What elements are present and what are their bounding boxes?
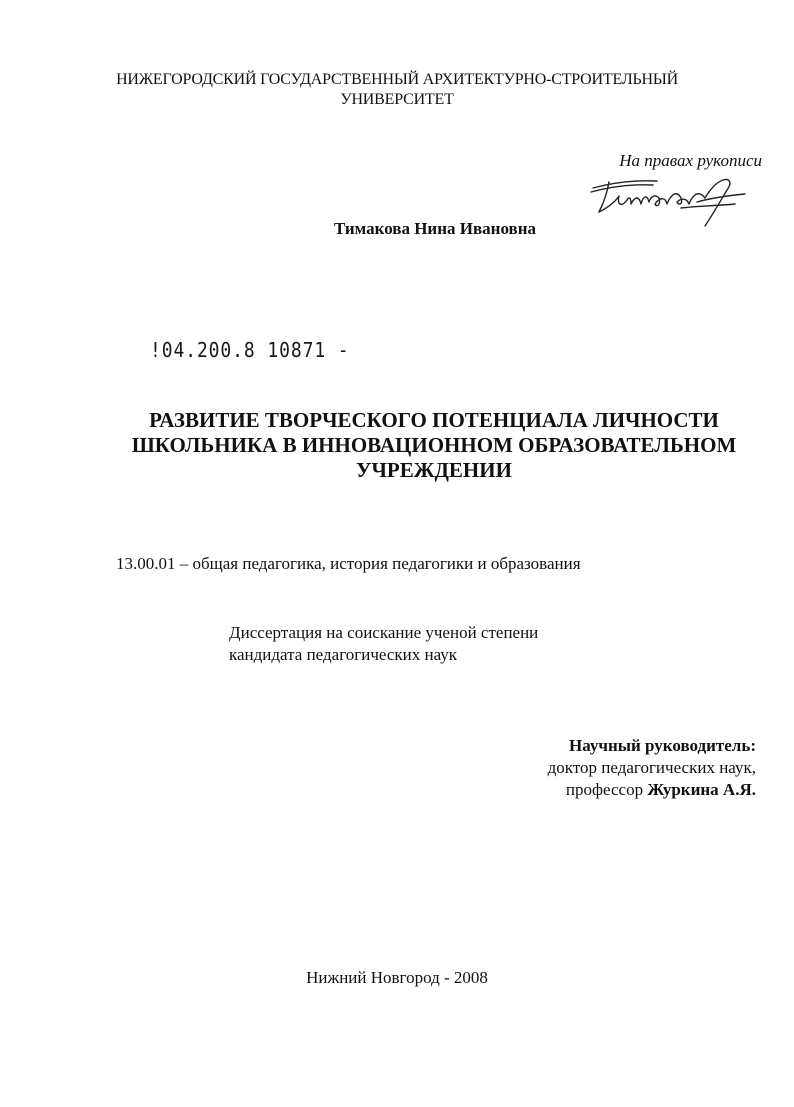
specialty-code: 13.00.01 – общая педагогика, история педагогики и образования bbox=[116, 554, 581, 573]
degree-statement bbox=[229, 622, 538, 666]
university-header bbox=[0, 70, 794, 110]
manuscript-rights-label: На правах рукописи bbox=[619, 151, 762, 170]
university-line-1: НИЖЕГОРОДСКИЙ ГОСУДАРСТВЕННЫЙ АРХИТЕКТУРНО-СТРОИТЕЛЬНЫЙ bbox=[116, 71, 678, 88]
supervisor-title: профессор bbox=[565, 780, 644, 799]
library-stamp-number: !04.200.8 10871 - bbox=[150, 338, 350, 362]
degree-line-1: Диссертация на соискание ученой степени bbox=[229, 623, 539, 642]
supervisor-heading: Научный руководитель: bbox=[569, 736, 756, 755]
degree-line-2: кандидата педагогических наук bbox=[229, 645, 458, 664]
supervisor-title-line bbox=[548, 779, 756, 801]
thesis-title bbox=[100, 408, 768, 483]
supervisor-name: Журкина А.Я. bbox=[647, 780, 756, 799]
university-line-2: УНИВЕРСИТЕТ bbox=[340, 91, 454, 108]
supervisor-degree: доктор педагогических наук, bbox=[547, 758, 756, 777]
thesis-title-line-3: УЧРЕЖДЕНИИ bbox=[356, 458, 512, 482]
supervisor-block bbox=[548, 735, 756, 801]
thesis-title-line-2: ШКОЛЬНИКА В ИННОВАЦИОННОМ ОБРАЗОВАТЕЛЬНОМ bbox=[131, 433, 737, 457]
thesis-title-line-1: РАЗВИТИЕ ТВОРЧЕСКОГО ПОТЕНЦИАЛА ЛИЧНОСТИ bbox=[149, 408, 719, 432]
city-year: Нижний Новгород - 2008 bbox=[306, 968, 488, 987]
author-name: Тимакова Нина Ивановна bbox=[333, 219, 537, 238]
